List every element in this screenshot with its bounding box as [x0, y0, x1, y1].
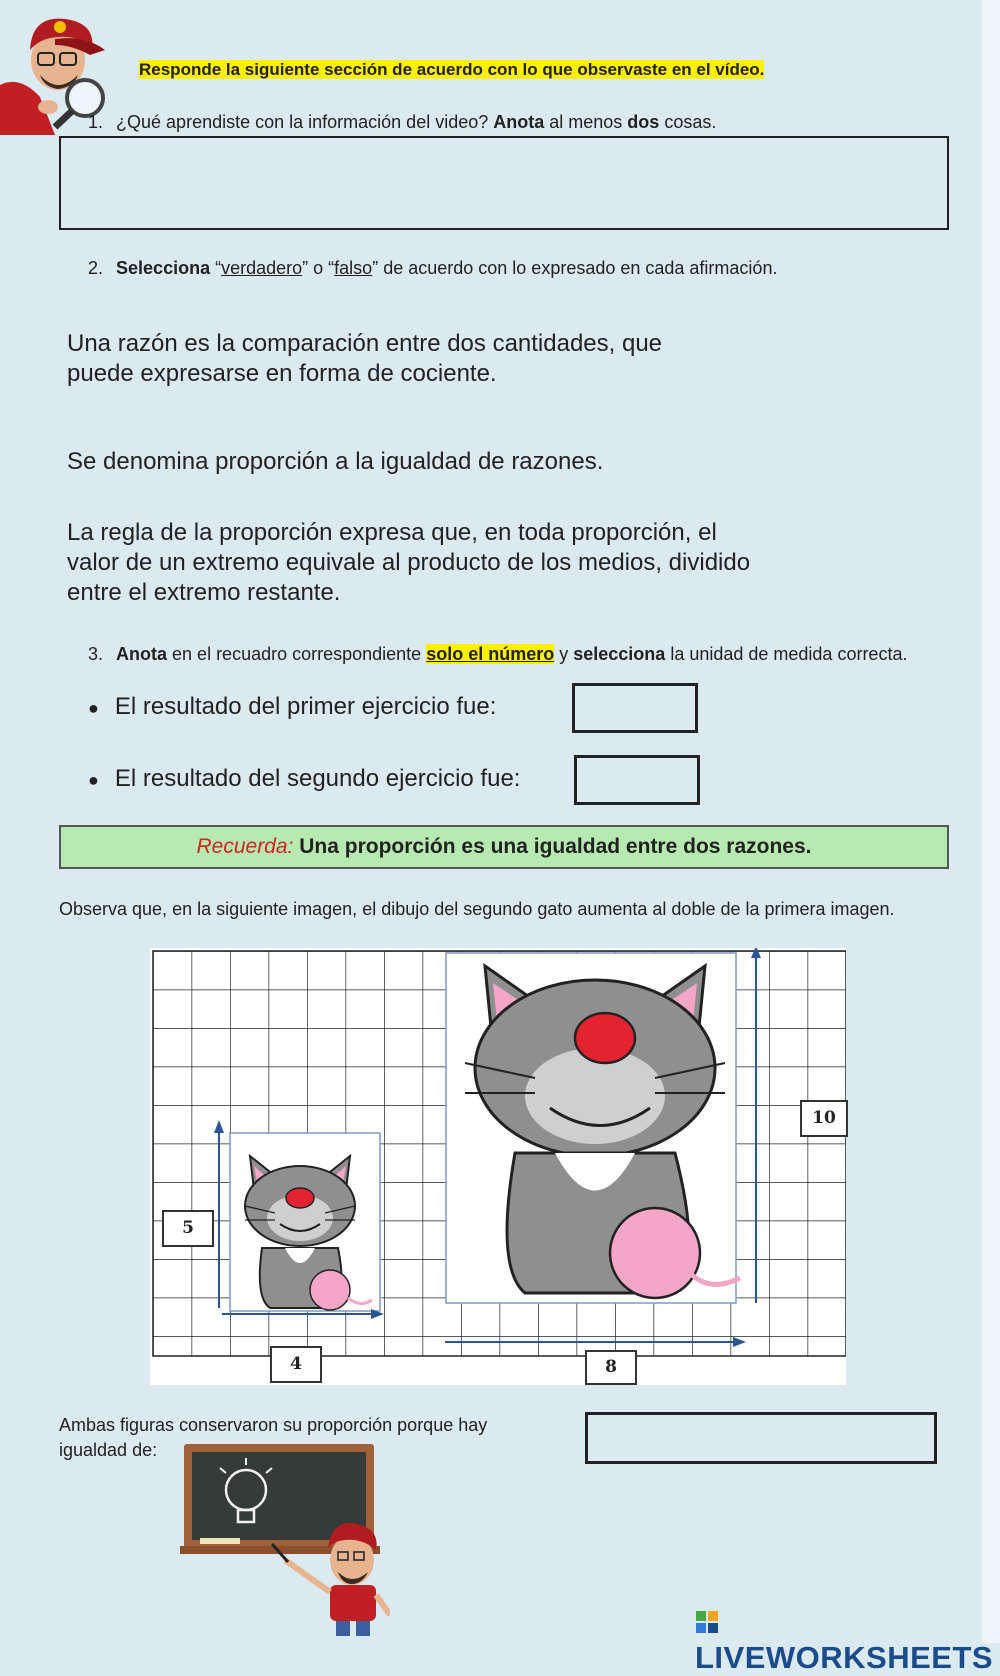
cats-grid-figure [150, 948, 846, 1385]
small-width-label: 4 [270, 1346, 322, 1383]
question-2-number: 2. [88, 258, 104, 278]
question-1 [88, 112, 716, 133]
liveworksheets-grid-icon [695, 1610, 719, 1634]
observe-text: Observa que, en la siguiente imagen, el dibujo del segundo gato aumenta al doble de la primera imagen. [59, 899, 895, 919]
large-width-label: 8 [585, 1350, 637, 1385]
section-instruction-text: Responde la siguiente sección de acuerdo con lo que observaste en el vídeo. [139, 60, 765, 79]
question-1-number: 1. [88, 112, 104, 132]
bullet-item-2 [88, 765, 520, 793]
page-edge [982, 0, 1000, 1643]
conclusion-text: Ambas figuras conservaron su proporción porque hay igualdad de: [59, 1415, 488, 1460]
bullet-item-1-text: El resultado del primer ejercicio fue: [114, 693, 497, 720]
question-2-text-b: ” o “ [302, 258, 335, 278]
question-3-bold-2: selecciona [573, 644, 666, 664]
section-instruction [139, 60, 764, 80]
question-2-text-c: ” de acuerdo con lo expresado en cada afirmación. [372, 258, 778, 278]
large-cat-icon [446, 953, 740, 1303]
liveworksheets-logo [695, 1604, 1000, 1676]
question-3-highlight: solo el número [426, 644, 555, 664]
remember-colon: : [287, 835, 294, 858]
bullet-dot-icon: ● [88, 698, 99, 718]
question-2-false-word: falso [334, 258, 373, 278]
second-result-input[interactable] [574, 755, 700, 805]
statement-3[interactable]: La regla de la proporción expresa que, en toda proporción, el valor de un extremo equivale al producto de los medios, dividido entre el extremo restante. [67, 519, 751, 606]
liveworksheets-brand-text: LIVEWORKSHEETS [695, 1640, 994, 1675]
bullet-dot-icon: ● [88, 770, 99, 790]
bullet-item-2-text: El resultado del segundo ejercicio fue: [114, 765, 521, 792]
question-1-text-a: ¿Qué aprendiste con la información del video? [116, 112, 494, 132]
first-result-input[interactable] [572, 683, 698, 733]
statement-2[interactable]: Se denomina proporción a la igualdad de razones. [67, 448, 604, 475]
question-2-true-word: verdadero [221, 258, 303, 278]
question-3-text-b: y [554, 644, 574, 664]
remember-label: Recuerda [196, 835, 288, 858]
grid-svg [150, 948, 846, 1385]
question-1-text-c: cosas. [659, 112, 717, 132]
question-1-bold-1: Anota [493, 112, 545, 132]
remember-text: Una proporción es una igualdad entre dos razones. [299, 835, 812, 858]
small-height-label: 5 [162, 1210, 214, 1247]
question-3-number: 3. [88, 644, 104, 664]
question-2-text-a: “ [210, 258, 222, 278]
question-2 [88, 258, 777, 279]
question-1-text-b: al menos [544, 112, 628, 132]
conclusion-answer-box[interactable] [585, 1412, 937, 1464]
remember-banner [59, 825, 949, 869]
question-3-bold-1: Anota [116, 644, 168, 664]
question-1-bold-2: dos [627, 112, 660, 132]
bullet-item-1 [88, 693, 496, 721]
large-height-label: 10 [800, 1100, 848, 1137]
small-cat-icon [230, 1133, 380, 1311]
statement-1[interactable]: Una razón es la comparación entre dos cantidades, que puede expresarse en forma de cociente. [67, 330, 663, 387]
question-1-answer-box[interactable] [59, 136, 949, 230]
teacher-chalkboard-avatar [180, 1440, 390, 1636]
question-2-bold: Selecciona [116, 258, 211, 278]
question-3 [88, 641, 938, 668]
question-3-text-c: la unidad de medida correcta. [665, 644, 908, 664]
question-3-text-a: en el recuadro correspondiente [167, 644, 427, 664]
